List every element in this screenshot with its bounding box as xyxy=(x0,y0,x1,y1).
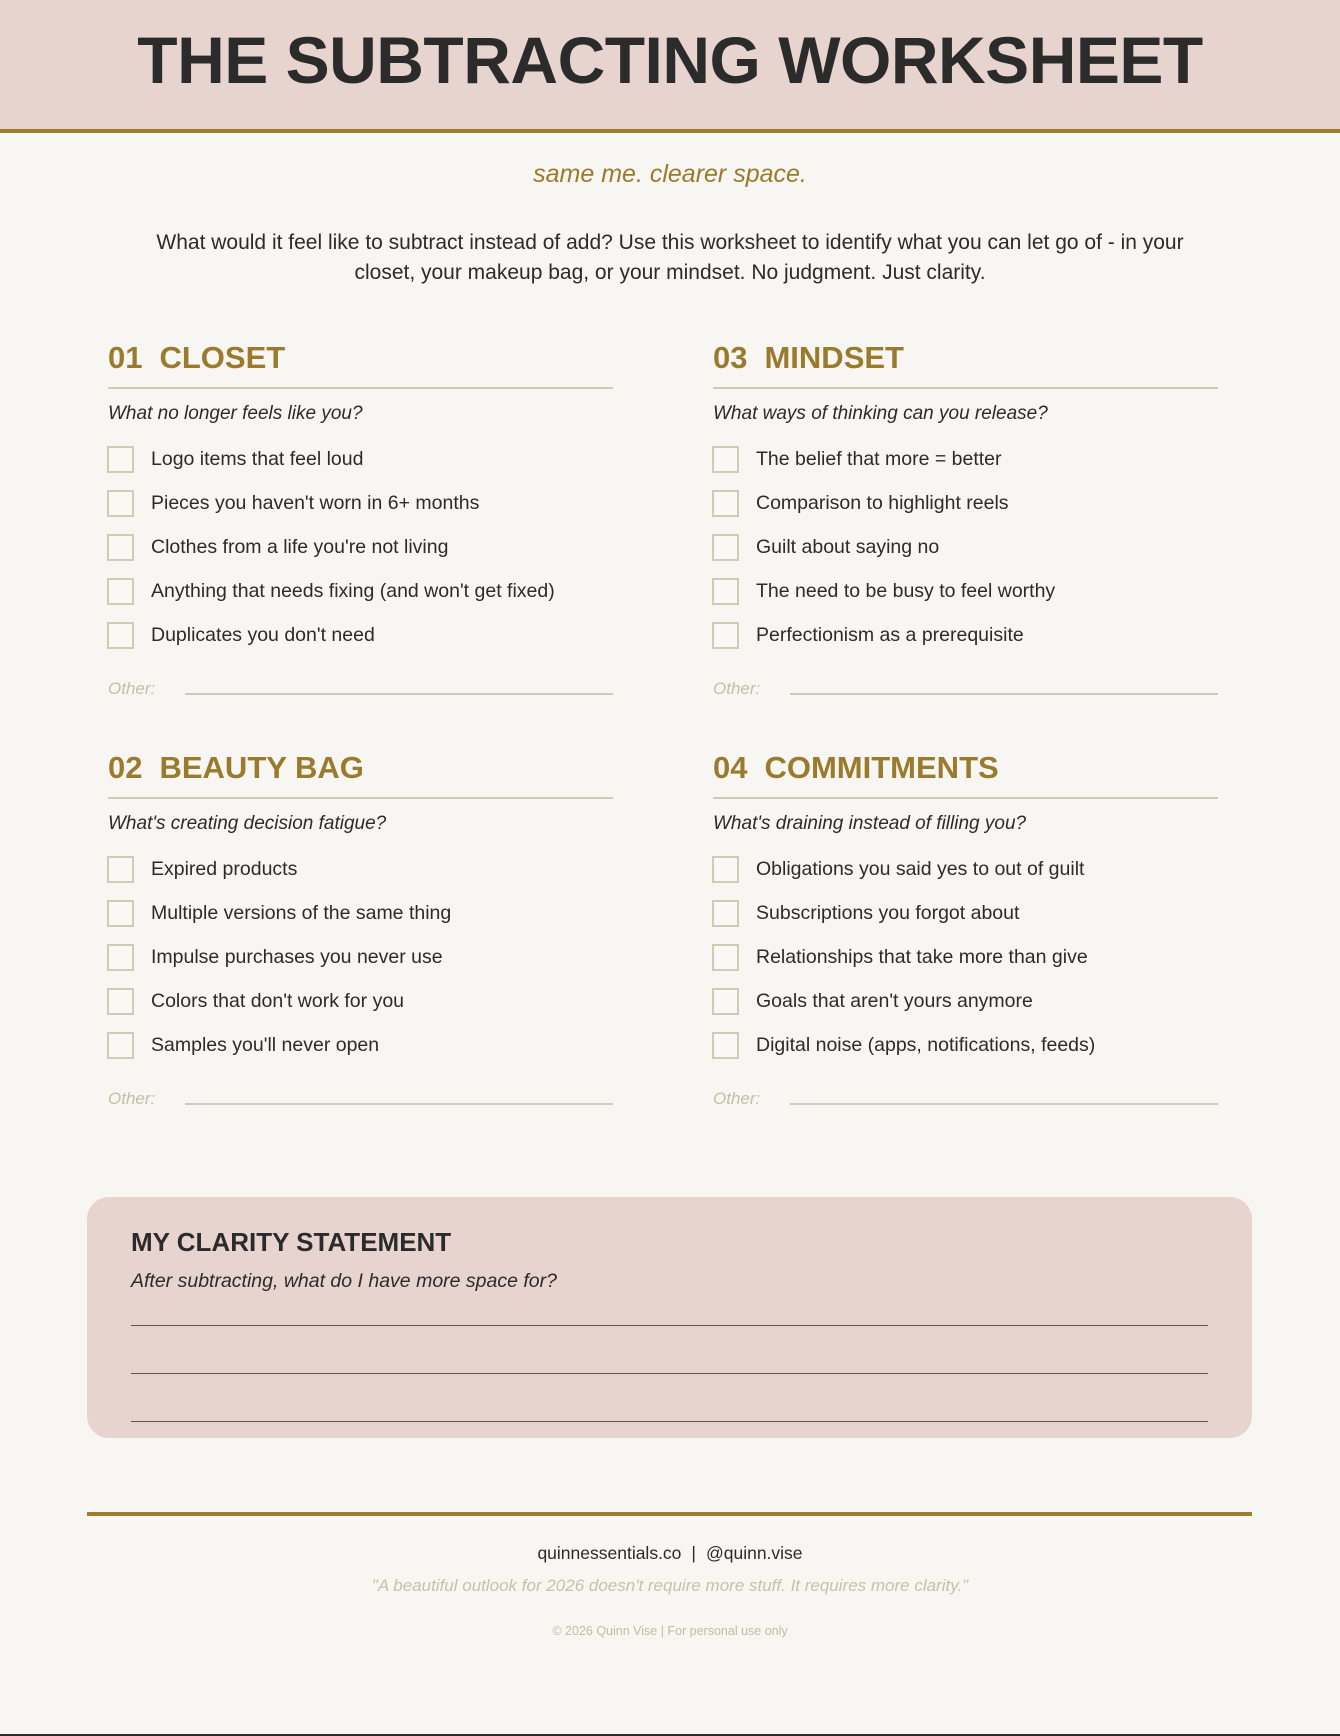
write-line[interactable] xyxy=(131,1373,1208,1374)
checklist-item[interactable] xyxy=(108,525,613,569)
other-field[interactable] xyxy=(713,671,1218,699)
checklist-item-label: Impulse purchases you never use xyxy=(151,945,443,968)
checklist-item[interactable] xyxy=(108,847,613,891)
other-field[interactable] xyxy=(108,671,613,699)
checklist-item-label: Goals that aren't yours anymore xyxy=(756,989,1033,1012)
other-field[interactable] xyxy=(108,1081,613,1109)
social-handle-link[interactable]: @quinn.vise xyxy=(705,1543,803,1563)
section-question: What ways of thinking can you release? xyxy=(713,403,1048,424)
checkbox[interactable] xyxy=(712,900,739,927)
clarity-question: After subtracting, what do I have more space for? xyxy=(131,1270,557,1292)
checklist-item-label: Relationships that take more than give xyxy=(756,945,1088,968)
checklist xyxy=(108,847,613,1067)
checklist-item-label: Guilt about saying no xyxy=(756,535,940,558)
checklist-item-label: Expired products xyxy=(151,857,298,880)
other-write-line[interactable] xyxy=(185,693,613,695)
write-line[interactable] xyxy=(131,1421,1208,1422)
checklist-item[interactable] xyxy=(713,437,1218,481)
section-commitments xyxy=(713,752,1218,1109)
checklist-item-label: Anything that needs fixing (and won't get fixed) xyxy=(151,579,555,602)
checklist-item[interactable] xyxy=(108,1023,613,1067)
section-number: 03 xyxy=(713,340,748,375)
checkbox[interactable] xyxy=(712,988,739,1015)
section-question: What's draining instead of filling you? xyxy=(713,813,1027,834)
checkbox[interactable] xyxy=(712,446,739,473)
header-banner xyxy=(0,0,1340,133)
clarity-statement-box xyxy=(87,1197,1252,1438)
checkbox[interactable] xyxy=(107,534,134,561)
write-line[interactable] xyxy=(131,1325,1208,1326)
website-link[interactable]: quinnessentials.co xyxy=(537,1543,682,1563)
checklist-item-label: Samples you'll never open xyxy=(151,1033,380,1056)
checkbox[interactable] xyxy=(107,622,134,649)
checkbox[interactable] xyxy=(107,944,134,971)
checklist-item[interactable] xyxy=(713,613,1218,657)
checkbox[interactable] xyxy=(712,534,739,561)
section-mindset xyxy=(713,342,1218,699)
checkbox[interactable] xyxy=(107,490,134,517)
checklist-item-label: Duplicates you don't need xyxy=(151,623,375,646)
checklist-item[interactable] xyxy=(108,481,613,525)
section-beauty-bag xyxy=(108,752,613,1109)
checkbox[interactable] xyxy=(107,446,134,473)
other-label: Other: xyxy=(713,679,761,698)
section-name: MINDSET xyxy=(764,340,904,375)
checklist-item-label: The belief that more = better xyxy=(756,447,1002,470)
section-name: CLOSET xyxy=(159,340,286,375)
checklist-item[interactable] xyxy=(108,979,613,1023)
other-write-line[interactable] xyxy=(790,1103,1218,1105)
checklist-item[interactable] xyxy=(108,935,613,979)
section-number: 04 xyxy=(713,750,748,785)
checklist xyxy=(108,437,613,657)
checklist-item[interactable] xyxy=(713,979,1218,1023)
checklist-item[interactable] xyxy=(713,569,1218,613)
section-name: BEAUTY BAG xyxy=(159,750,364,785)
footer-links xyxy=(0,1543,1340,1564)
section-number: 01 xyxy=(108,340,143,375)
section-closet xyxy=(108,342,613,699)
checklist-item[interactable] xyxy=(108,613,613,657)
section-title xyxy=(108,752,613,799)
checkbox[interactable] xyxy=(712,578,739,605)
checklist-item[interactable] xyxy=(108,569,613,613)
checkbox[interactable] xyxy=(712,490,739,517)
checklist-item-label: Subscriptions you forgot about xyxy=(756,901,1020,924)
checklist-item[interactable] xyxy=(713,1023,1218,1067)
checklist-item-label: Comparison to highlight reels xyxy=(756,491,1009,514)
checkbox[interactable] xyxy=(712,856,739,883)
checklist xyxy=(713,437,1218,657)
checkbox[interactable] xyxy=(107,900,134,927)
checklist-item-label: Pieces you haven't worn in 6+ months xyxy=(151,491,480,514)
section-title xyxy=(713,342,1218,389)
checkbox[interactable] xyxy=(107,988,134,1015)
checklist xyxy=(713,847,1218,1067)
other-label: Other: xyxy=(108,679,156,698)
other-label: Other: xyxy=(713,1089,761,1108)
checklist-item-label: Digital noise (apps, notifications, feeds) xyxy=(756,1033,1096,1056)
checklist-item-label: Clothes from a life you're not living xyxy=(151,535,449,558)
checklist-item-label: Perfectionism as a prerequisite xyxy=(756,623,1024,646)
checklist-item[interactable] xyxy=(713,847,1218,891)
checkbox[interactable] xyxy=(107,1032,134,1059)
other-label: Other: xyxy=(108,1089,156,1108)
checklist-item[interactable] xyxy=(713,935,1218,979)
section-question: What's creating decision fatigue? xyxy=(108,813,387,834)
checklist-item[interactable] xyxy=(713,481,1218,525)
checkbox[interactable] xyxy=(107,856,134,883)
page-title: THE SUBTRACTING WORKSHEET xyxy=(137,22,1203,97)
checkbox[interactable] xyxy=(712,622,739,649)
section-question: What no longer feels like you? xyxy=(108,403,363,424)
clarity-title: MY CLARITY STATEMENT xyxy=(131,1227,452,1257)
other-write-line[interactable] xyxy=(185,1103,613,1105)
checklist-item[interactable] xyxy=(108,891,613,935)
checklist-item[interactable] xyxy=(713,525,1218,569)
footer-separator: | xyxy=(691,1543,696,1563)
checklist-item-label: Multiple versions of the same thing xyxy=(151,901,452,924)
section-title xyxy=(108,342,613,389)
section-number: 02 xyxy=(108,750,143,785)
checklist-item-label: Obligations you said yes to out of guilt xyxy=(756,857,1085,880)
tagline: same me. clearer space. xyxy=(533,160,807,188)
copyright-text: © 2026 Quinn Vise | For personal use only xyxy=(552,1624,788,1638)
checklist-item-label: The need to be busy to feel worthy xyxy=(756,579,1056,602)
intro-text: What would it feel like to subtract instead of add? Use this worksheet to identify what you can let go of - in your closet, your makeup bag, or your mindset. No judgment. Just clarity. xyxy=(156,231,1184,284)
footer-quote: "A beautiful outlook for 2026 doesn't require more stuff. It requires more clarity." xyxy=(371,1576,969,1595)
section-title xyxy=(713,752,1218,799)
other-write-line[interactable] xyxy=(790,693,1218,695)
checkbox[interactable] xyxy=(712,1032,739,1059)
checklist-item[interactable] xyxy=(108,437,613,481)
checklist-item-label: Colors that don't work for you xyxy=(151,989,405,1012)
checkbox[interactable] xyxy=(107,578,134,605)
checklist-item-label: Logo items that feel loud xyxy=(151,447,364,470)
footer-divider xyxy=(87,1512,1252,1516)
checklist-item[interactable] xyxy=(713,891,1218,935)
other-field[interactable] xyxy=(713,1081,1218,1109)
checkbox[interactable] xyxy=(712,944,739,971)
section-name: COMMITMENTS xyxy=(764,750,999,785)
